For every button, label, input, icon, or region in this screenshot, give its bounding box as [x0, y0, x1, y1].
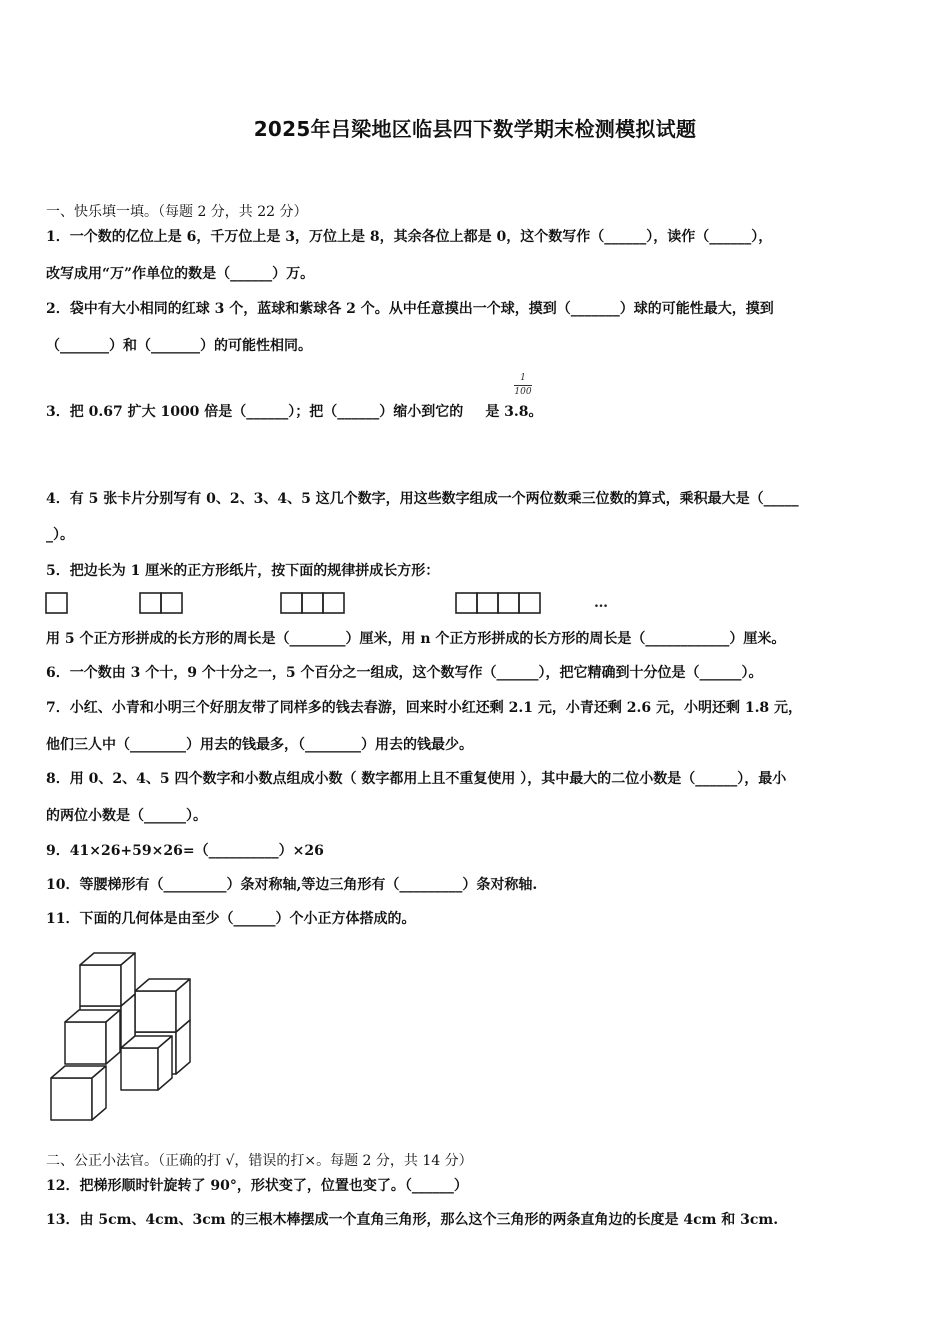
- section-2-heading: 二、公正小法官。（正确的打 √，错误的打×。每题 2 分，共 14 分）: [46, 1153, 473, 1169]
- page-title: 2025年吕梁地区临县四下数学期末检测模拟试题: [253, 117, 697, 141]
- pattern-4-squares: [456, 593, 540, 613]
- fraction-one-hundredth: [512, 373, 534, 398]
- question-8-line-1: 8．用 0、2、4、5 四个数字和小数点组成小数（ 数字都用上且不重复使用 ），其中最大的二位小数是（______），最小: [46, 771, 787, 787]
- question-7-line-2: 他们三人中（________）用去的钱最多，（________）用去的钱最少。: [46, 737, 473, 753]
- question-13-line: 13．由 5cm、4cm、3cm 的三根木棒摆成一个直角三角形，那么这个三角形的两条直角边的长度是 4cm 和 3cm.: [46, 1212, 779, 1228]
- question-4-line-2: _）。: [46, 527, 74, 543]
- question-11-line: 11．下面的几何体是由至少（______）个小正方体搭成的。: [46, 911, 416, 927]
- cube-left-middle: [65, 1010, 120, 1064]
- fraction-numerator: 1: [520, 373, 526, 383]
- question-10-line: 10．等腰梯形有（_________）条对称轴,等边三角形有（_________）条对称轴.: [46, 877, 538, 893]
- cube-stack-figure: [45, 950, 205, 1125]
- pattern-3-squares: [281, 593, 344, 613]
- question-3-text-2: 是 3.8。: [485, 404, 543, 420]
- question-3-text-1: 3．把 0.67 扩大 1000 倍是（______）；把（______）缩小到它的: [46, 404, 464, 420]
- question-8-line-2: 的两位小数是（______）。: [46, 808, 207, 824]
- question-2-line-2: （_______）和（_______）的可能性相同。: [46, 338, 312, 354]
- pattern-2-squares: [140, 593, 182, 613]
- question-6-line: 6．一个数由 3 个十，9 个十分之一，5 个百分之一组成，这个数写作（______），把它精确到十分位是（______）。: [46, 665, 763, 681]
- cube-back-right-upper: [135, 979, 190, 1032]
- section-1-heading: 一、快乐填一填。（每题 2 分，共 22 分）: [46, 204, 308, 220]
- fraction-denominator: 100: [514, 387, 532, 397]
- question-7-line-1: 7．小红、小青和小明三个好朋友带了同样多的钱去春游，回来时小红还剩 2.1 元，小青还剩 2.6 元，小明还剩 1.8 元，: [46, 700, 803, 716]
- question-9-line: 9．41×26+59×26=（__________）×26: [46, 843, 324, 859]
- question-12-line: 12．把梯形顺时针旋转了 90°，形状变了，位置也变了。（______）: [46, 1178, 468, 1194]
- question-3-line: [46, 403, 543, 421]
- cube-middle-front: [121, 1036, 172, 1090]
- question-4-line-1: 4．有 5 张卡片分别写有 0、2、3、4、5 这几个数字，用这些数字组成一个两位数乘三位数的算式，乘积最大是（_____: [46, 491, 799, 507]
- question-2-line-1: 2．袋中有大小相同的红球 3 个，蓝球和紫球各 2 个。从中任意摸出一个球，摸到（_______）球的可能性最大，摸到: [46, 301, 774, 317]
- pattern-ellipsis: …: [594, 595, 608, 611]
- cube-bottom-front: [51, 1066, 106, 1120]
- cube-top-upper: [80, 953, 135, 1006]
- question-1-line-1: 1．一个数的亿位上是 6，千万位上是 3，万位上是 8，其余各位上都是 0，这个数写作（______），读作（______），: [46, 229, 773, 245]
- pattern-1-square: [46, 593, 67, 613]
- question-5-line-2: 用 5 个正方形拼成的长方形的周长是（________）厘米，用 n 个正方形拼成的长方形的周长是（____________）厘米。: [46, 631, 786, 647]
- square-pattern-figure: [45, 591, 645, 617]
- question-5-line-1: 5．把边长为 1 厘米的正方形纸片，按下面的规律拼成长方形：: [46, 563, 440, 579]
- question-1-line-2: 改写成用“万”作单位的数是（______）万。: [46, 266, 315, 282]
